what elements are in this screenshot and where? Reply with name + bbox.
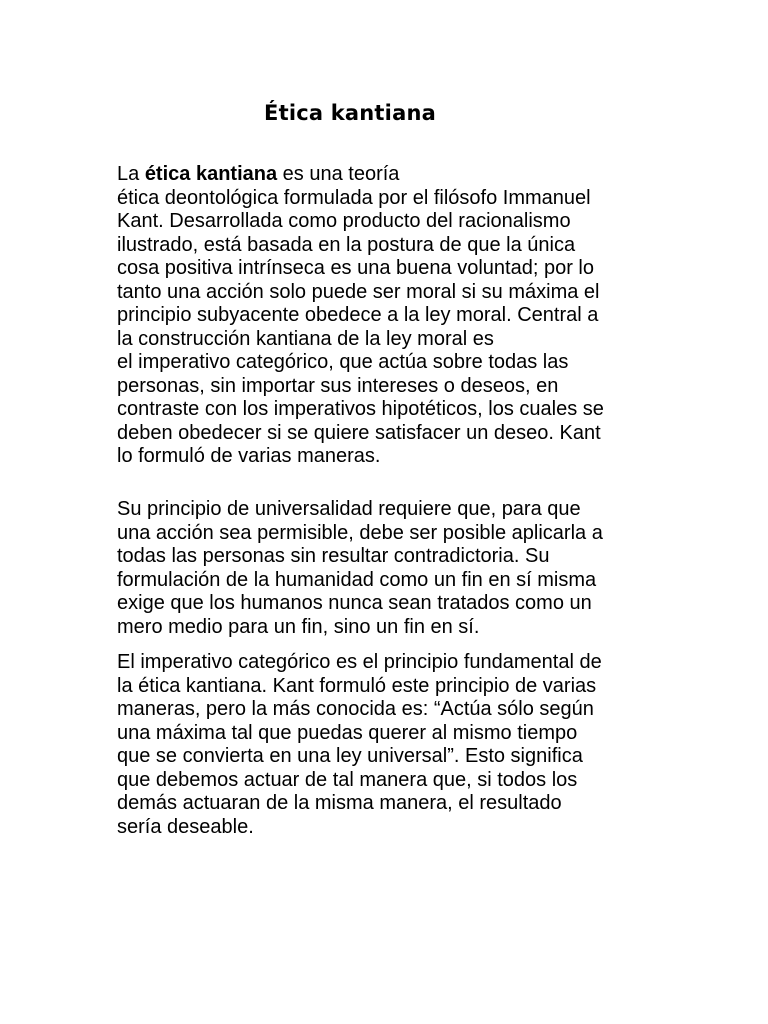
paragraph-line: cosa positiva intrínseca es una buena voluntad; por lo [117,257,594,279]
paragraph-line: El imperativo categórico es el principio fundamental de [117,651,602,673]
paragraph-line: la construcción kantiana de la ley moral es [117,327,494,350]
paragraph-line: demás actuaran de la misma manera, el resultado [117,792,562,814]
paragraph-line: el imperativo categórico, que actúa sobre todas las [117,351,569,373]
paragraph-line: principio subyacente obedece a la ley moral. Central a [117,304,599,326]
bold-term: ética kantiana [144,163,278,185]
paragraph-line: una acción sea permisible, debe ser posible aplicarla a [117,521,603,544]
paragraph-2 [117,498,662,639]
paragraph-line: ética deontológica formulada por el filósofo Immanuel [117,186,591,209]
paragraph-line: formulación de la humanidad como un fin en sí misma [117,568,597,591]
paragraph-line: la ética kantiana. Kant formuló este principio de varias [117,674,597,697]
paragraph-line: que debemos actuar de tal manera que, si todos los [117,768,578,791]
paragraph-line: sería deseable. [117,815,254,838]
paragraph-line: maneras, pero la más conocida es: “Actúa sólo según [117,698,594,720]
paragraph-line [117,163,662,187]
paragraph-line: Su principio de universalidad requiere que, para que [117,498,581,520]
paragraph-line: deben obedecer si se quiere satisfacer un deseo. Kant [117,421,601,444]
paragraph-line: lo formuló de varias maneras. [117,445,381,467]
paragraph-line: Kant. Desarrollada como producto del racionalismo [117,210,571,232]
text-run: es una teoría [277,163,400,185]
text-run: La [117,163,145,185]
paragraph-line: mero medio para un fin, sino un fin en sí. [117,615,480,638]
document-title: Ética kantiana [264,101,436,125]
paragraph-1 [117,163,662,469]
paragraph-line: que se convierta en una ley universal”. Esto significa [117,745,583,767]
paragraph-line: tanto una acción solo puede ser moral si su máxima el [117,280,600,303]
paragraph-line: una máxima tal que puedas querer al mismo tiempo [117,721,578,744]
paragraph-line: exige que los humanos nunca sean tratados como un [117,592,592,614]
paragraph-3 [117,651,662,839]
paragraph-line: ilustrado, está basada en la postura de que la única [117,233,576,256]
paragraph-line: personas, sin importar sus intereses o deseos, en [117,374,559,397]
paragraph-line: todas las personas sin resultar contradictoria. Su [117,545,550,567]
paragraph-line: contraste con los imperativos hipotéticos, los cuales se [117,398,604,420]
